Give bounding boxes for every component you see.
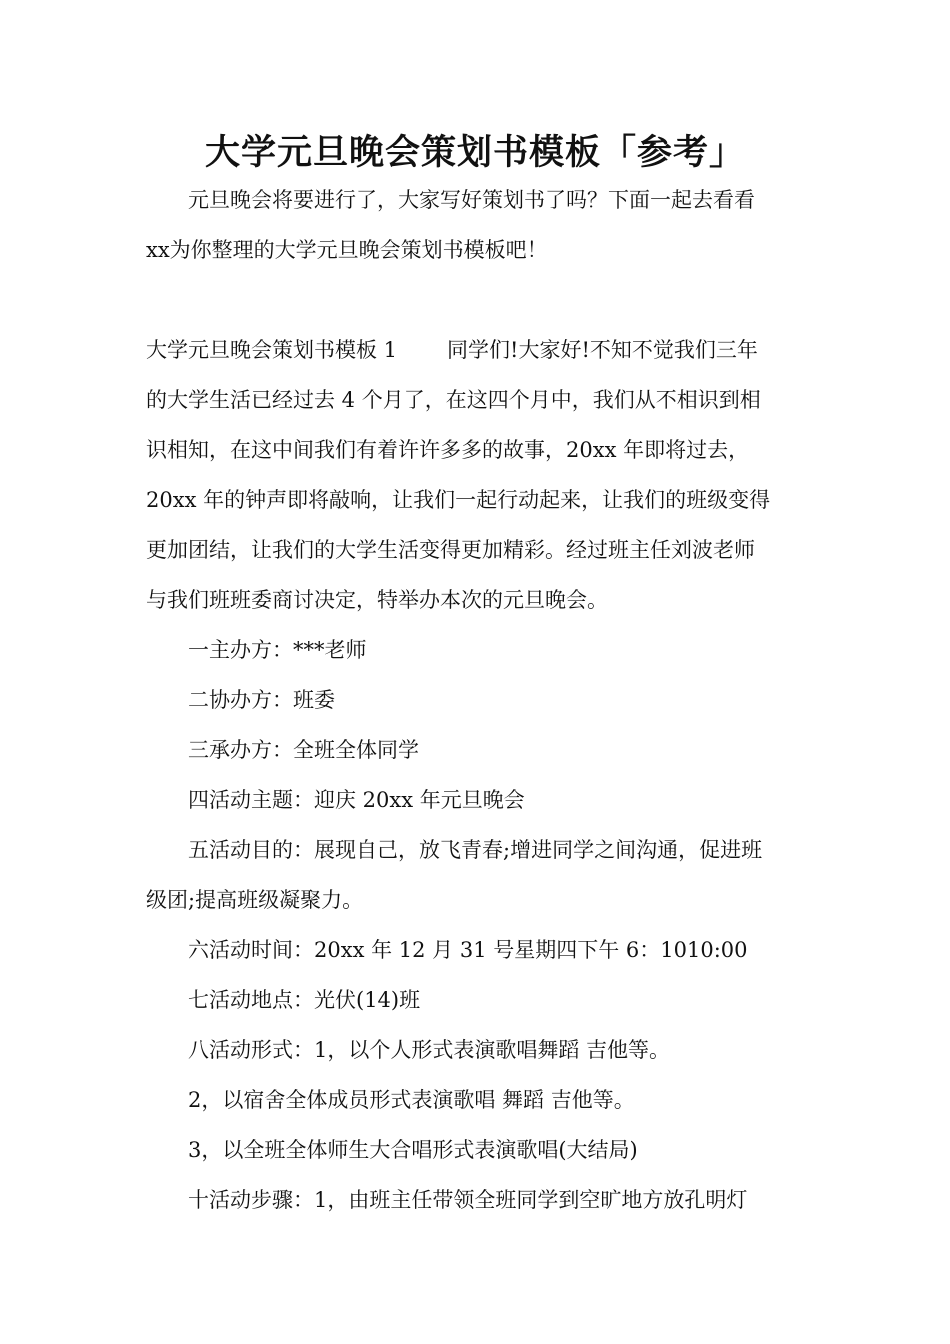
item-form-2: 2，以宿舍全体成员形式表演歌唱 舞蹈 吉他等。 <box>188 1088 635 1112</box>
item-purpose-line-2: 级团;提高班级凝聚力。 <box>146 888 364 912</box>
item-theme: 四活动主题：迎庆 20xx 年元旦晚会 <box>188 788 525 812</box>
section-line-0: 同学们!大家好!不知不觉我们三年 <box>447 338 758 362</box>
item-form-3: 3，以全班全体师生大合唱形式表演歌唱(大结局) <box>188 1138 638 1162</box>
item-form-1: 八活动形式：1，以个人形式表演歌唱舞蹈 吉他等。 <box>188 1038 671 1062</box>
intro-paragraph <box>146 175 816 275</box>
section-line-5: 与我们班班委商讨决定，特举办本次的元旦晚会。 <box>146 588 608 612</box>
item-purpose-line-1: 五活动目的：展现自己，放飞青春;增进同学之间沟通，促进班 <box>188 838 763 862</box>
item-place: 七活动地点：光伏(14)班 <box>188 988 421 1012</box>
item-steps-1: 十活动步骤：1，由班主任带领全班同学到空旷地方放孔明灯 <box>188 1188 748 1212</box>
item-host: 一主办方：***老师 <box>188 638 367 662</box>
item-cohost: 二协办方：班委 <box>188 688 335 712</box>
item-organizer: 三承办方：全班全体同学 <box>188 738 419 762</box>
section-paragraph <box>146 325 816 625</box>
section-heading: 大学元旦晚会策划书模板 1 <box>146 338 398 362</box>
intro-line-2: xx为你整理的大学元旦晚会策划书模板吧！ <box>146 238 548 262</box>
section-line-2: 识相知，在这中间我们有着许许多多的故事，20xx 年即将过去， <box>146 438 750 462</box>
item-time: 六活动时间：20xx 年 12 月 31 号星期四下午 6：1010:00 <box>188 938 748 962</box>
section-first-line <box>146 325 816 375</box>
section-line-4: 更加团结，让我们的大学生活变得更加精彩。经过班主任刘波老师 <box>146 538 755 562</box>
intro-line-1: 元旦晚会将要进行了，大家写好策划书了吗？下面一起去看看 <box>188 188 755 212</box>
document-title: 大学元旦晚会策划书模板「参考」 <box>204 133 745 173</box>
section-line-3: 20xx 年的钟声即将敲响，让我们一起行动起来，让我们的班级变得 <box>146 488 771 512</box>
items-list <box>146 625 816 1225</box>
section-line-1: 的大学生活已经过去 4 个月了，在这四个月中，我们从不相识到相 <box>146 388 761 412</box>
